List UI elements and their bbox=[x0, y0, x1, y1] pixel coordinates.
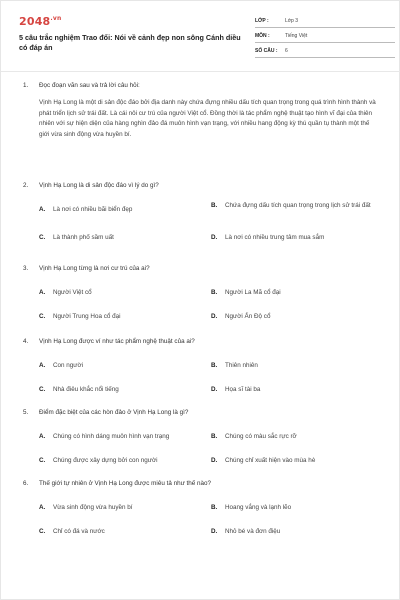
option-letter: A. bbox=[39, 289, 46, 296]
question-number: 1. bbox=[23, 82, 29, 89]
option-letter: A. bbox=[39, 362, 46, 369]
meta-value: Lớp 3 bbox=[285, 18, 299, 24]
site-logo[interactable] bbox=[19, 15, 61, 28]
option-letter: C. bbox=[39, 313, 46, 320]
reading-passage: Vịnh Hạ Long là một di sản độc đáo bởi địa danh này chứa đựng nhiều dấu tích quan trọng trong quá trình hình thành và phát triển lịch sử trái đất. Là cái nôi cư trú của người Việt cổ. Đồng thời là tác phẩm nghệ thuật tạo hình vĩ đại của thiên nhiên với sự hiện diện của hàng nghìn đảo đá muôn hình vạn trạng, với nhiều hang động kỳ thú quần tụ thành một thế giới vừa sinh động vừa huyền bí. bbox=[39, 99, 376, 138]
question-text: Vịnh Hạ Long được ví như tác phẩm nghệ thuật của ai? bbox=[39, 338, 195, 345]
option-a[interactable] bbox=[39, 361, 199, 371]
worksheet-header bbox=[19, 15, 389, 65]
option-text: Nhỏ bé và đơn điệu bbox=[225, 528, 281, 535]
option-text: Nhà điêu khắc nổi tiếng bbox=[53, 386, 119, 393]
option-letter: B. bbox=[211, 504, 218, 511]
meta-label: MÔN : bbox=[255, 33, 270, 39]
meta-table bbox=[255, 15, 395, 60]
option-a[interactable] bbox=[39, 503, 199, 513]
option-b[interactable] bbox=[211, 503, 371, 513]
meta-row-count bbox=[255, 45, 395, 58]
option-letter: A. bbox=[39, 504, 46, 511]
option-c[interactable] bbox=[39, 385, 199, 395]
question-number: 2. bbox=[23, 182, 29, 189]
question-text: Vịnh Hạ Long là di sản độc đáo vì lý do gì? bbox=[39, 182, 159, 189]
question-2 bbox=[23, 181, 383, 241]
logo-main: 2048 bbox=[19, 15, 51, 28]
option-text: Hoang vắng và lạnh lẽo bbox=[225, 504, 292, 511]
option-text: Người Việt cổ bbox=[53, 289, 92, 296]
question-text: Điểm đặc biệt của các hòn đảo ở Vịnh Hạ Long là gì? bbox=[39, 409, 189, 416]
option-text: Người Ấn Độ cổ bbox=[225, 313, 271, 320]
question-4 bbox=[23, 337, 383, 393]
option-d[interactable] bbox=[211, 233, 371, 243]
option-b[interactable] bbox=[211, 201, 371, 211]
option-letter: D. bbox=[211, 528, 218, 535]
option-text: Chúng có màu sắc rực rỡ bbox=[225, 433, 297, 440]
option-a[interactable] bbox=[39, 205, 199, 215]
option-a[interactable] bbox=[39, 432, 209, 442]
option-text: Họa sĩ tài ba bbox=[225, 386, 261, 393]
option-text: Chúng được xây dựng bởi con người bbox=[53, 457, 158, 464]
option-b[interactable] bbox=[211, 361, 371, 371]
option-text: Là nơi có nhiều bãi biển đẹp bbox=[53, 206, 133, 213]
option-letter: D. bbox=[211, 313, 218, 320]
option-text: Con người bbox=[53, 362, 84, 369]
option-letter: C. bbox=[39, 528, 46, 535]
option-c[interactable] bbox=[39, 527, 199, 537]
question-text: Đọc đoạn văn sau và trả lời câu hỏi: bbox=[39, 82, 140, 89]
option-text: Chứa đựng dấu tích quan trọng trong lịch sử trái đất bbox=[225, 202, 371, 209]
option-letter: D. bbox=[211, 457, 218, 464]
question-number: 6. bbox=[23, 480, 29, 487]
question-number: 3. bbox=[23, 265, 29, 272]
meta-row-class bbox=[255, 15, 395, 28]
option-letter: B. bbox=[211, 202, 218, 209]
option-letter: B. bbox=[211, 362, 218, 369]
option-text: Thiên nhiên bbox=[225, 362, 258, 369]
option-b[interactable] bbox=[211, 432, 371, 442]
option-text: Người La Mã cổ đại bbox=[225, 289, 281, 296]
option-letter: D. bbox=[211, 386, 218, 393]
option-letter: A. bbox=[39, 206, 46, 213]
option-letter: C. bbox=[39, 457, 46, 464]
option-letter: B. bbox=[211, 289, 218, 296]
option-letter: A. bbox=[39, 433, 46, 440]
meta-row-subject bbox=[255, 30, 395, 43]
question-6 bbox=[23, 479, 383, 535]
option-text: Chúng chỉ xuất hiện vào mùa hè bbox=[225, 457, 316, 464]
option-d[interactable] bbox=[211, 527, 371, 537]
option-text: Chỉ có đá và nước bbox=[53, 528, 105, 535]
option-text: Là nơi có nhiều trung tâm mua sắm bbox=[225, 234, 325, 241]
option-text: Chúng có hình dáng muôn hình vạn trạng bbox=[53, 433, 170, 440]
option-letter: B. bbox=[211, 433, 218, 440]
question-number: 4. bbox=[23, 338, 29, 345]
meta-label: LỚP : bbox=[255, 18, 269, 24]
question-text: Vịnh Hạ Long từng là nơi cư trú của ai? bbox=[39, 265, 150, 272]
option-b[interactable] bbox=[211, 288, 371, 298]
header-divider bbox=[1, 71, 400, 72]
option-c[interactable] bbox=[39, 233, 199, 243]
question-number: 5. bbox=[23, 409, 29, 416]
option-c[interactable] bbox=[39, 312, 199, 322]
option-d[interactable] bbox=[211, 456, 371, 466]
option-a[interactable] bbox=[39, 288, 199, 298]
meta-value: Tiếng Việt bbox=[285, 33, 308, 39]
option-letter: C. bbox=[39, 386, 46, 393]
question-3 bbox=[23, 264, 383, 320]
option-letter: D. bbox=[211, 234, 218, 241]
option-letter: C. bbox=[39, 234, 46, 241]
option-d[interactable] bbox=[211, 385, 371, 395]
question-5 bbox=[23, 408, 383, 464]
meta-value: 6 bbox=[285, 48, 288, 54]
meta-label: SỐ CÂU : bbox=[255, 48, 278, 54]
worksheet-title: 5 câu trắc nghiệm Trao đổi: Nói về cảnh đẹp non sông Cánh diều có đáp án bbox=[19, 33, 241, 52]
question-1 bbox=[23, 81, 383, 140]
option-text: Vừa sinh động vừa huyền bí bbox=[53, 504, 133, 511]
logo-suffix: .vn bbox=[50, 15, 62, 22]
option-c[interactable] bbox=[39, 456, 209, 466]
option-text: Là thành phố sầm uất bbox=[53, 234, 114, 241]
question-text: Thế giới tự nhiên ở Vịnh Hạ Long được miêu tả như thế nào? bbox=[39, 480, 212, 487]
option-text: Người Trung Hoa cổ đại bbox=[53, 313, 121, 320]
option-d[interactable] bbox=[211, 312, 371, 322]
